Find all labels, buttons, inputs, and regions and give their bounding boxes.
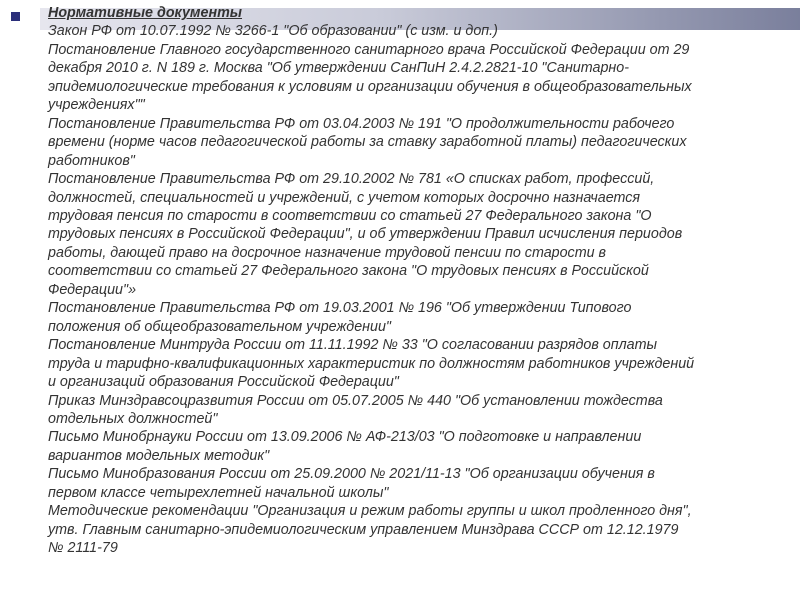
list-line: эпидемиологические требования к условиям и организации обучения в общеобразовательных bbox=[48, 78, 692, 95]
list-line: декабря 2010 г. N 189 г. Москва "Об утверждении СанПиН 2.4.2.2821-10 "Санитарно- bbox=[48, 60, 629, 77]
list-line: времени (норме часов педагогической работы за ставку заработной платы) педагогических bbox=[48, 134, 687, 151]
list-line: должностей, специальностей и учреждений, с учетом которых досрочно назначается bbox=[48, 189, 641, 206]
documents-list bbox=[48, 4, 768, 558]
list-line: Постановление Правительства РФ от 29.10.2002 № 781 «О списках работ, профессий, bbox=[48, 171, 655, 188]
list-line: положения об общеобразовательном учреждении" bbox=[48, 318, 391, 335]
list-line: работников" bbox=[48, 152, 135, 169]
list-line: учреждениях"" bbox=[48, 97, 145, 114]
list-line: № 2111-79 bbox=[48, 540, 118, 557]
list-line: первом классе четырехлетней начальной школы" bbox=[48, 484, 389, 501]
list-line: отдельных должностей" bbox=[48, 410, 218, 427]
list-line: вариантов модельных методик" bbox=[48, 447, 270, 464]
list-line: Письмо Минобразования России от 25.09.2000 № 2021/11-13 "Об организации обучения в bbox=[48, 466, 655, 483]
list-line: Письмо Минобрнауки России от 13.09.2006 № АФ-213/03 "О подготовке и направлении bbox=[48, 429, 642, 446]
list-line: Постановление Главного государственного санитарного врача Российской Федерации от 29 bbox=[48, 41, 690, 58]
list-line: утв. Главным санитарно-эпидемиологическим управлением Минздрава СССР от 12.12.1979 bbox=[48, 521, 679, 538]
list-line: Постановление Правительства РФ от 19.03.2001 № 196 "Об утверждении Типового bbox=[48, 300, 632, 317]
list-line: трудовых пенсиях в Российской Федерации", и об утверждении Правил исчисления периодов bbox=[48, 226, 683, 243]
list-line: соответствии со статьей 27 Федерального закона "О трудовых пенсиях в Российской bbox=[48, 263, 649, 280]
list-line: трудовая пенсия по старости в соответствии со статьей 27 Федерального закона "О bbox=[48, 207, 652, 224]
list-line: Федерации"» bbox=[48, 281, 137, 298]
list-line: труда и тарифно-квалификационных характеристик по должностям работников учреждений bbox=[48, 355, 695, 372]
list-line: Методические рекомендации "Организация и режим работы группы и школ продленного дня", bbox=[48, 503, 692, 520]
square-bullet-icon bbox=[11, 12, 20, 21]
list-line: Постановление Минтруда России от 11.11.1992 № 33 "О согласовании разрядов оплаты bbox=[48, 337, 658, 354]
list-line: работы, дающей право на досрочное назначение трудовой пенсии по старости в bbox=[48, 244, 607, 261]
list-line: и организаций образования Российской Федерации" bbox=[48, 374, 399, 391]
list-line: Закон РФ от 10.07.1992 № 3266-1 "Об образовании" (с изм. и доп.) bbox=[48, 23, 498, 40]
list-line: Постановление Правительства РФ от 03.04.2003 № 191 "О продолжительности рабочего bbox=[48, 115, 675, 132]
list-line: Приказ Минздравсоцразвития России от 05.07.2005 № 440 "Об установлении тождества bbox=[48, 392, 663, 409]
list-heading: Нормативные документы bbox=[48, 5, 243, 21]
